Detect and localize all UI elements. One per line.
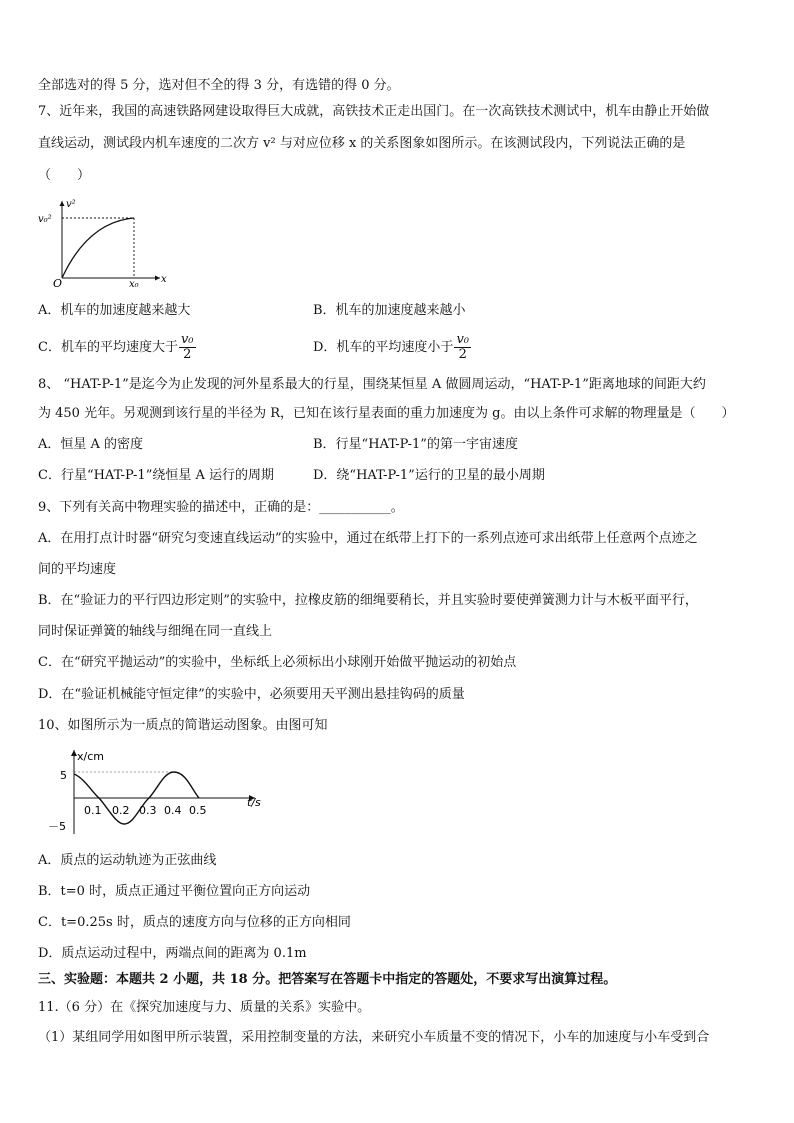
q8-option-a: A．恒星 A 的密度 xyxy=(38,437,144,452)
q8-option-d: D．绕“HAT-P-1”运行的卫星的最小周期 xyxy=(313,468,545,483)
q11-stem: 11.（6 分）在《探究加速度与力、质量的关系》实验中。 xyxy=(38,1000,371,1015)
q8-option-c: C．行星“HAT-P-1”绕恒星 A 运行的周期 xyxy=(38,468,274,483)
q10-graph-ylabel: x/cm xyxy=(77,750,104,763)
q10-graph-xtick-1: 0.1 xyxy=(84,804,102,817)
q10-graph-xlabel: t/s xyxy=(247,796,261,809)
intro-text: 全部选对的得 5 分，选对但不全的得 3 分，有选错的得 0 分。 xyxy=(38,78,400,93)
q7-option-c-fraction xyxy=(179,333,196,362)
q7-option-d-frac-num: v₀ xyxy=(456,332,469,347)
q10-graph-xtick-3: 0.3 xyxy=(139,804,157,817)
q10-stem: 10、如图所示为一质点的简谐运动图象。由图可知 xyxy=(38,718,328,733)
section-three-heading: 三、实验题：本题共 2 小题，共 18 分。把答案写在答题卡中指定的答题处，不要求写出演算过程。 xyxy=(38,972,617,987)
q10-shm-graph xyxy=(40,744,280,840)
q10-option-b: B．t=0 时，质点正通过平衡位置向正方向运动 xyxy=(38,884,311,899)
q7-option-d-text: D．机车的平均速度小于 xyxy=(313,340,454,355)
q9-option-b-line2: 同时保证弹簧的轴线与细绳在同一直线上 xyxy=(38,624,273,639)
q7-option-d-fraction xyxy=(454,333,471,362)
q7-answer-paren: （ ） xyxy=(38,168,91,183)
q10-graph-xtick-2: 0.2 xyxy=(112,804,130,817)
q10-graph-xtick-4: 0.4 xyxy=(164,804,182,817)
q7-option-c-text: C．机车的平均速度大于 xyxy=(38,340,178,355)
q7-option-c-frac-num: v₀ xyxy=(180,332,194,347)
q8-stem-line1: 8、 “HAT-P-1”是迄今为止发现的河外星系最大的行星，围绕某恒星 A 做圆周运动，“HAT-P-1”距离地球的间距大约 xyxy=(38,377,706,392)
q7-graph-xmark: x₀ xyxy=(129,279,139,288)
q10-graph-xtick-5: 0.5 xyxy=(189,804,207,817)
q10-option-a: A．质点的运动轨迹为正弦曲线 xyxy=(38,853,217,868)
q7-graph-ylabel: v² xyxy=(66,199,76,210)
q7-graph-xlabel: x xyxy=(161,274,167,285)
q7-option-d-frac-den: 2 xyxy=(454,347,471,362)
q11-part1: （1）某组同学用如图甲所示装置，采用控制变量的方法，来研究小车质量不变的情况下，小车的加速度与小车受到合 xyxy=(38,1030,710,1045)
q10-option-d: D．质点运动过程中，两端点间的距离为 0.1m xyxy=(38,946,307,961)
q7-option-b: B．机车的加速度越来越小 xyxy=(313,303,466,318)
q8-option-b: B．行星“HAT-P-1”的第一宇宙速度 xyxy=(313,437,518,452)
q8-stem-line2: 为 450 光年。另观测到该行星的半径为 R，已知在该行星表面的重力加速度为 g。由以上条件可求解的物理量是（ ） xyxy=(38,406,735,421)
q7-option-c-frac-den: 2 xyxy=(179,347,196,362)
q10-graph-ytick-pos: 5 xyxy=(60,769,67,782)
q9-option-a-line2: 间的平均速度 xyxy=(38,562,117,577)
q9-option-d: D．在“验证机械能守恒定律”的实验中，必须要用天平测出悬挂钩码的质量 xyxy=(38,687,465,702)
q9-stem: 9、下列有关高中物理实验的描述中，正确的是：___________。 xyxy=(38,500,404,515)
q10-graph-ytick-neg: －5 xyxy=(48,820,66,833)
q7-graph-ymark: v₀² xyxy=(38,214,52,225)
q7-v2-x-graph xyxy=(36,196,172,288)
q7-stem-line2: 直线运动，测试段内机车速度的二次方 v² 与对应位移 x 的关系图象如图所示。在该测试段内，下列说法正确的是 xyxy=(38,136,686,151)
q10-option-c: C．t=0.25s 时，质点的速度方向与位移的正方向相同 xyxy=(38,915,351,930)
q7-option-d xyxy=(313,333,471,363)
q9-option-b-line1: B．在“验证力的平行四边形定则”的实验中，拉橡皮筋的细绳要稍长，并且实验时要使弹簧测力计与木板平面平行， xyxy=(38,593,698,608)
q9-option-a-line1: A．在用打点计时器“研究匀变速直线运动”的实验中，通过在纸带上打下的一系列点迹可求出纸带上任意两个点迹之 xyxy=(38,531,698,546)
q7-option-c xyxy=(38,333,196,363)
q9-option-c: C．在“研究平抛运动”的实验中，坐标纸上必须标出小球刚开始做平抛运动的初始点 xyxy=(38,655,517,670)
q7-option-a: A．机车的加速度越来越大 xyxy=(38,303,191,318)
q7-stem-line1: 7、近年来，我国的高速铁路网建设取得巨大成就，高铁技术正走出国门。在一次高铁技术测试中，机车由静止开始做 xyxy=(38,104,710,119)
q7-graph-origin: O xyxy=(53,277,63,288)
